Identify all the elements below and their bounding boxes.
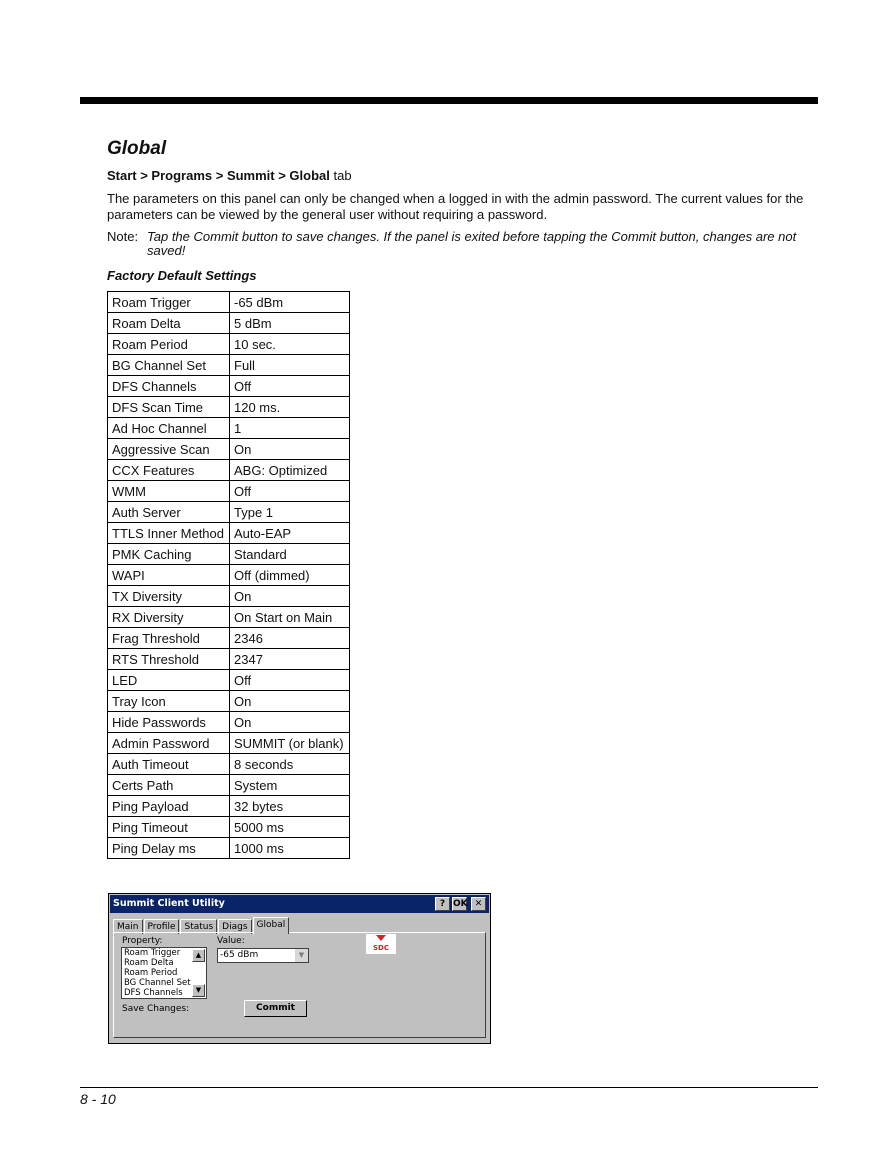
- setting-value: Off: [230, 376, 350, 397]
- setting-name: LED: [108, 670, 230, 691]
- summit-client-utility-window: [108, 893, 491, 1044]
- table-row: [108, 376, 350, 397]
- value-dropdown-text: -65 dBm: [220, 950, 259, 960]
- setting-value: SUMMIT (or blank): [230, 733, 350, 754]
- table-row: [108, 313, 350, 334]
- setting-name: DFS Scan Time: [108, 397, 230, 418]
- setting-name: Certs Path: [108, 775, 230, 796]
- note-label: Note:: [107, 229, 139, 244]
- table-row: [108, 418, 350, 439]
- table-row: [108, 481, 350, 502]
- setting-value: System: [230, 775, 350, 796]
- setting-value: -65 dBm: [230, 292, 350, 313]
- tab-profile[interactable]: Profile: [144, 919, 180, 934]
- setting-value: 1000 ms: [230, 838, 350, 859]
- tab-diags[interactable]: Diags: [218, 919, 251, 934]
- bottom-rule: [80, 1087, 818, 1088]
- scroll-up-button[interactable]: ▲: [192, 949, 205, 962]
- setting-value: 120 ms.: [230, 397, 350, 418]
- navigation-path-suffix: tab: [329, 168, 352, 183]
- table-row: [108, 586, 350, 607]
- setting-name: Tray Icon: [108, 691, 230, 712]
- table-row: [108, 544, 350, 565]
- setting-name: Ping Payload: [108, 796, 230, 817]
- top-rule: [80, 97, 818, 104]
- table-row: [108, 649, 350, 670]
- table-row: [108, 565, 350, 586]
- table-row: [108, 334, 350, 355]
- setting-name: Roam Trigger: [108, 292, 230, 313]
- navigation-path-bold: Start > Programs > Summit > Global: [107, 168, 330, 183]
- setting-name: Hide Passwords: [108, 712, 230, 733]
- setting-name: Roam Delta: [108, 313, 230, 334]
- commit-button[interactable]: Commit: [244, 1000, 307, 1017]
- setting-name: Ping Delay ms: [108, 838, 230, 859]
- close-button[interactable]: ✕: [471, 897, 486, 911]
- setting-name: Auth Server: [108, 502, 230, 523]
- ok-button[interactable]: OK: [453, 899, 468, 909]
- intro-paragraph: The parameters on this panel can only be changed when a logged in with the admin password. The current values for the parameters can be viewed by the general user without requiring a password.: [107, 191, 804, 222]
- table-row: [108, 754, 350, 775]
- table-row: [108, 775, 350, 796]
- page-number: 8 - 10: [80, 1091, 116, 1107]
- table-row: [108, 292, 350, 313]
- table-row: [108, 607, 350, 628]
- table-row: [108, 460, 350, 481]
- setting-name: TX Diversity: [108, 586, 230, 607]
- table-row: [108, 397, 350, 418]
- setting-value: 5 dBm: [230, 313, 350, 334]
- window-title: Summit Client Utility: [113, 898, 225, 909]
- table-row: [108, 670, 350, 691]
- table-row: [108, 502, 350, 523]
- table-row: [108, 628, 350, 649]
- setting-name: WAPI: [108, 565, 230, 586]
- table-row: [108, 796, 350, 817]
- help-button[interactable]: ?: [435, 897, 450, 911]
- setting-name: DFS Channels: [108, 376, 230, 397]
- table-row: [108, 691, 350, 712]
- note-text: Tap the Commit button to save changes. If the panel is exited before tapping the Commit button, changes are not saved!: [147, 229, 797, 258]
- tab-status[interactable]: Status: [180, 919, 217, 934]
- setting-name: RX Diversity: [108, 607, 230, 628]
- setting-value: Full: [230, 355, 350, 376]
- note: [107, 230, 817, 258]
- section-title: Global: [107, 138, 167, 159]
- list-item[interactable]: Roam Trigger: [124, 948, 181, 958]
- setting-name: RTS Threshold: [108, 649, 230, 670]
- setting-name: Aggressive Scan: [108, 439, 230, 460]
- setting-name: Ad Hoc Channel: [108, 418, 230, 439]
- chevron-down-icon[interactable]: ▼: [295, 949, 308, 962]
- svg-text:SDC: SDC: [373, 944, 389, 952]
- setting-value: Off (dimmed): [230, 565, 350, 586]
- setting-value: ABG: Optimized: [230, 460, 350, 481]
- setting-name: Ping Timeout: [108, 817, 230, 838]
- setting-name: Frag Threshold: [108, 628, 230, 649]
- setting-value: 2347: [230, 649, 350, 670]
- setting-name: CCX Features: [108, 460, 230, 481]
- property-label: Property:: [122, 936, 163, 946]
- setting-value: Type 1: [230, 502, 350, 523]
- setting-name: TTLS Inner Method: [108, 523, 230, 544]
- table-row: [108, 817, 350, 838]
- setting-name: WMM: [108, 481, 230, 502]
- setting-value: On Start on Main: [230, 607, 350, 628]
- save-changes-label: Save Changes:: [122, 1004, 190, 1014]
- setting-value: On: [230, 586, 350, 607]
- tab-global[interactable]: Global: [253, 917, 290, 934]
- property-listbox[interactable]: [121, 947, 207, 999]
- setting-value: On: [230, 439, 350, 460]
- setting-value: 5000 ms: [230, 817, 350, 838]
- list-item[interactable]: Roam Period: [124, 968, 178, 978]
- factory-defaults-table: [107, 291, 350, 859]
- tab-main[interactable]: Main: [113, 919, 143, 934]
- list-item[interactable]: BG Channel Set: [124, 978, 191, 988]
- table-row: [108, 355, 350, 376]
- setting-value: 10 sec.: [230, 334, 350, 355]
- navigation-path: [107, 168, 352, 183]
- list-item[interactable]: DFS Channels: [124, 988, 183, 998]
- table-row: [108, 523, 350, 544]
- setting-value: Off: [230, 670, 350, 691]
- setting-value: Auto-EAP: [230, 523, 350, 544]
- setting-value: On: [230, 691, 350, 712]
- value-label: Value:: [217, 936, 245, 946]
- setting-name: PMK Caching: [108, 544, 230, 565]
- sdc-logo: [366, 934, 396, 954]
- table-row: [108, 733, 350, 754]
- setting-value: 1: [230, 418, 350, 439]
- setting-value: 8 seconds: [230, 754, 350, 775]
- table-row: [108, 439, 350, 460]
- scroll-down-button[interactable]: ▼: [192, 984, 205, 997]
- setting-value: Standard: [230, 544, 350, 565]
- setting-value: On: [230, 712, 350, 733]
- setting-name: BG Channel Set: [108, 355, 230, 376]
- title-bar: [110, 895, 489, 913]
- setting-name: Roam Period: [108, 334, 230, 355]
- setting-name: Auth Timeout: [108, 754, 230, 775]
- setting-value: Off: [230, 481, 350, 502]
- factory-defaults-heading: Factory Default Settings: [107, 268, 257, 283]
- table-row: [108, 838, 350, 859]
- table-row: [108, 712, 350, 733]
- list-item[interactable]: Roam Delta: [124, 958, 174, 968]
- setting-value: 2346: [230, 628, 350, 649]
- setting-value: 32 bytes: [230, 796, 350, 817]
- value-dropdown[interactable]: [217, 948, 309, 963]
- setting-name: Admin Password: [108, 733, 230, 754]
